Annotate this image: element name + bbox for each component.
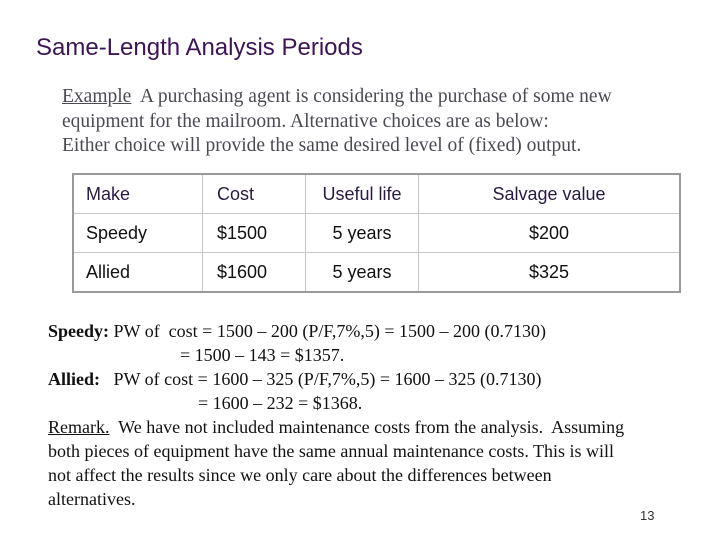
cell-useful-life: 5 years xyxy=(306,253,419,293)
remark-line-3: not affect the results since we only care about the differences between xyxy=(48,465,552,485)
example-line-1 xyxy=(62,85,712,110)
allied-line-2: = 1600 – 232 = $1368. xyxy=(198,393,363,413)
example-line-1-text: A purchasing agent is considering the purchase of some new xyxy=(131,86,612,107)
cell-make: Allied xyxy=(73,253,203,293)
speedy-line-2: = 1500 – 143 = $1357. xyxy=(180,345,345,365)
allied-line-1 xyxy=(48,367,708,391)
slide-title: Same-Length Analysis Periods xyxy=(36,34,363,61)
table-row xyxy=(73,253,680,293)
speedy-line-1 xyxy=(48,319,708,343)
page-number: 13 xyxy=(640,508,655,523)
allied-formula: PW of cost = 1600 – 325 (P/F,7%,5) = 1600 – 325 (0.7130) xyxy=(100,369,542,389)
cell-cost: $1600 xyxy=(203,253,306,293)
speedy-label: Speedy: xyxy=(48,321,110,341)
speedy-formula: PW of cost = 1500 – 200 (P/F,7%,5) = 1500 – 200 (0.7130) xyxy=(109,321,547,341)
example-paragraph xyxy=(62,85,712,159)
cell-make: Speedy xyxy=(73,214,203,253)
allied-label: Allied: xyxy=(48,369,100,389)
cell-useful-life: 5 years xyxy=(306,214,419,253)
remark-line-1 xyxy=(48,415,708,439)
header-cost: Cost xyxy=(203,174,306,214)
analysis-block xyxy=(48,319,708,511)
table-header-row xyxy=(73,174,680,214)
example-label: Example xyxy=(62,86,132,107)
cell-cost: $1500 xyxy=(203,214,306,253)
header-salvage-value: Salvage value xyxy=(419,174,681,214)
remark-line-1-text: We have not included maintenance costs from the analysis. Assuming xyxy=(109,417,625,437)
remark-line-2: both pieces of equipment have the same annual maintenance costs. This is will xyxy=(48,441,615,461)
table-row xyxy=(73,214,680,253)
header-make: Make xyxy=(73,174,203,214)
equipment-table xyxy=(72,173,681,293)
header-useful-life: Useful life xyxy=(306,174,419,214)
example-line-2: equipment for the mailroom. Alternative choices are as below: xyxy=(62,110,549,132)
remark-label: Remark. xyxy=(48,417,110,437)
cell-salvage-value: $200 xyxy=(419,214,681,253)
remark-line-4: alternatives. xyxy=(48,489,136,509)
example-line-3: Either choice will provide the same desired level of (fixed) output. xyxy=(62,135,582,156)
cell-salvage-value: $325 xyxy=(419,253,681,293)
